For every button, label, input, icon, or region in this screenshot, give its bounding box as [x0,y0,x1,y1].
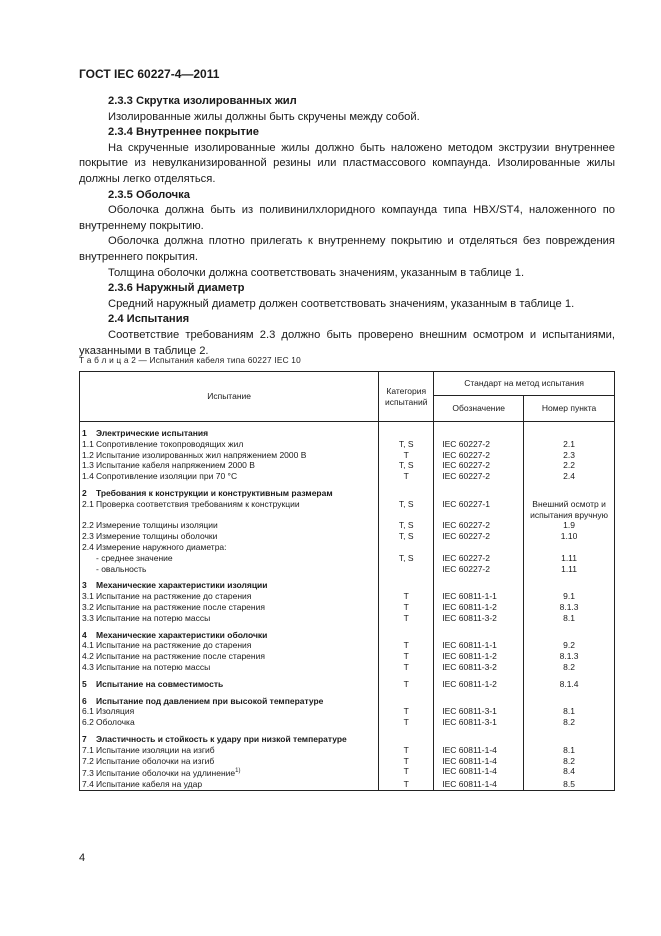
test-name: Изоляция [96,706,135,717]
clause-cell: 1.11 [524,553,615,564]
table-row [80,542,615,553]
designation-cell: IEC 60227-2 [434,531,524,542]
designation-cell: IEC 60811-3-1 [434,717,524,728]
designation-cell: IEC 60227-2 [434,553,524,564]
clause-cell: 2.2 [524,460,615,471]
section-heading: 2.3.3 Скрутка изолированных жил [108,95,297,107]
table-row [80,553,615,564]
page-number: 4 [79,852,86,864]
test-name-cell [80,779,379,790]
category-cell: T, S [379,553,434,564]
section-heading: 2.3.6 Наружный диаметр [108,282,245,295]
designation-cell: IEC 60811-1-4 [434,766,524,779]
table-row [80,499,615,521]
test-number: 7.4 [82,778,94,789]
test-name-cell [80,482,379,499]
clause-cell: 8.2 [524,662,615,673]
table-row [80,613,615,624]
test-name: Электрические испытания [96,428,209,438]
test-name-cell [80,673,379,690]
test-name-cell [80,591,379,602]
designation-cell [434,624,524,641]
table-row [80,564,615,575]
test-number: 4.3 [82,661,94,672]
test-name: Испытание на потерю массы [96,661,211,672]
clause-cell: 1.10 [524,531,615,542]
table-row [80,756,615,767]
footnote-mark: 1) [235,768,241,775]
clause-cell: 9.2 [524,640,615,651]
test-name: Измерение толщины изоляции [96,520,218,531]
designation-cell: IEC 60227-2 [434,450,524,461]
test-name-cell [80,640,379,651]
test-number: 2.2 [82,520,94,531]
test-name-cell [80,651,379,662]
category-cell: T, S [379,520,434,531]
clause-cell: 8.1 [524,745,615,756]
test-number: 1.3 [82,460,94,471]
category-cell [379,482,434,499]
designation-cell: IEC 60227-1 [434,499,524,521]
paragraph: Толщина оболочки должна соответствовать значениям, указанным в таблице 1. [108,266,525,279]
designation-cell: IEC 60811-3-2 [434,613,524,624]
designation-cell [434,690,524,707]
test-name-cell [80,728,379,745]
category-cell: T [379,651,434,662]
category-cell [379,422,434,439]
test-name: Измерение наружного диаметра: [96,541,227,552]
test-number: 7.3 [82,768,94,779]
test-name: Требования к конструкции и конструктивным размерам [96,487,333,498]
test-name: Испытание кабеля напряжением 2000 В [96,460,255,471]
table-caption: Т а б л и ц а 2 — Испытания кабеля типа 60227 IEC 10 [79,355,301,365]
test-name: Сопротивление токопроводящих жил [96,438,244,449]
test-name: Испытание на растяжение до старения [96,640,252,651]
designation-cell: IEC 60227-2 [434,471,524,482]
table-row [80,439,615,450]
table-section-row [80,574,615,591]
table-row [80,450,615,461]
designation-cell [434,574,524,591]
clause-cell: 8.1 [524,706,615,717]
clause-cell: 8.1.3 [524,651,615,662]
header-category: Категория испытаний [379,372,434,422]
table-body [80,422,615,791]
test-name-cell [80,662,379,673]
test-name: - среднее значение [96,552,173,563]
header-standard: Стандарт на метод испытания [434,372,615,396]
clause-cell: 8.2 [524,717,615,728]
test-name-cell [80,460,379,471]
clause-cell: 8.4 [524,766,615,779]
category-cell: T, S [379,499,434,521]
category-cell [379,542,434,553]
category-cell: T [379,717,434,728]
test-name: Испытание изоляции на изгиб [96,744,215,755]
document-header: ГОСТ IEC 60227-4—2011 [79,67,220,81]
designation-cell [434,728,524,745]
clause-cell [524,624,615,641]
test-name: Проверка соответствия требованиям к конструкции [96,498,300,509]
test-number: 2.3 [82,531,94,542]
table-section-row [80,728,615,745]
test-name-cell [80,613,379,624]
table-row [80,520,615,531]
clause-cell [524,574,615,591]
designation-cell: IEC 60811-1-4 [434,779,524,790]
category-cell [379,574,434,591]
test-number: 2 [82,487,87,498]
table-row [80,602,615,613]
designation-cell: IEC 60811-1-1 [434,591,524,602]
designation-cell: IEC 60227-2 [434,564,524,575]
clause-cell: 2.1 [524,439,615,450]
test-name-cell [80,531,379,542]
designation-cell: IEC 60811-1-2 [434,651,524,662]
test-name-cell [80,756,379,767]
designation-cell [434,482,524,499]
category-cell: T [379,673,434,690]
table-header [80,372,615,422]
section-heading: 2.4 Испытания [108,313,190,326]
category-cell: T [379,756,434,767]
paragraph: Изолированные жилы должны быть скручены между собой. [108,110,420,123]
test-number: 5 [82,678,87,689]
test-name-cell [80,520,379,531]
table-row [80,766,615,779]
designation-cell: IEC 60227-2 [434,439,524,450]
designation-cell: IEC 60811-1-2 [434,602,524,613]
category-cell: T [379,591,434,602]
table-section-row [80,482,615,499]
test-name: Испытание изолированных жил напряжением 2000 В [96,449,307,460]
test-name: Сопротивление изоляции при 70 °С [96,471,238,482]
test-name: Испытание под давлением при высокой температуре [96,695,324,706]
test-name-cell [80,745,379,756]
category-cell: T, S [379,439,434,450]
clause-cell: 1.11 [524,564,615,575]
test-number: 1.2 [82,449,94,460]
category-cell [379,624,434,641]
paragraph: На скрученные изолированные жилы должно быть наложено методом экструзии внутреннее покрытие из невулканизированной резины или пластмассового компаунда. Изолированные жилы должны легко отделяться. [79,141,615,185]
test-name-cell [80,542,379,553]
clause-cell [524,422,615,439]
test-number: 3.1 [82,591,94,602]
test-name-cell [80,471,379,482]
category-cell: T [379,613,434,624]
test-name-cell [80,422,379,439]
table-row [80,717,615,728]
test-name: Испытание на растяжение после старения [96,601,265,612]
designation-cell: IEC 60811-1-4 [434,756,524,767]
test-name-cell [80,574,379,591]
table-row [80,531,615,542]
clause-cell: 8.5 [524,779,615,790]
table-row [80,706,615,717]
designation-cell: IEC 60811-3-1 [434,706,524,717]
test-number: 6.2 [82,717,94,728]
designation-cell: IEC 60811-3-2 [434,662,524,673]
section-heading: 2.3.4 Внутреннее покрытие [108,126,259,139]
category-cell: T [379,602,434,613]
test-name-cell [80,439,379,450]
header-designation: Обозначение [434,396,524,422]
test-number: 3 [82,580,87,591]
test-name: Испытание на растяжение после старения [96,651,265,662]
test-name-cell [80,766,379,779]
category-cell [379,690,434,707]
test-number: 3.2 [82,601,94,612]
table-section-row [80,673,615,690]
test-name: Испытание оболочки на изгиб [96,755,215,766]
clause-cell: 8.1 [524,613,615,624]
test-number: 6 [82,695,87,706]
test-name-cell [80,706,379,717]
table-row [80,651,615,662]
test-number: 7.2 [82,755,94,766]
table-row [80,471,615,482]
body-text [79,94,615,359]
clause-cell: 8.2 [524,756,615,767]
category-cell: T [379,471,434,482]
test-number: 1 [82,428,87,438]
clause-cell [524,482,615,499]
test-name: Измерение толщины оболочки [96,531,218,542]
category-cell [379,728,434,745]
clause-cell: 8.1.3 [524,602,615,613]
table-section-row [80,624,615,641]
test-number: 1.1 [82,438,94,449]
category-cell: T [379,779,434,790]
paragraph: Оболочка должна быть из поливинилхлоридного компаунда типа HBX/ST4, наложенного по внутреннему покрытию. [79,204,615,232]
test-name-cell [80,690,379,707]
test-name: Испытание кабеля на удар [96,778,203,789]
test-name-cell [80,564,379,575]
clause-cell [524,728,615,745]
category-cell: T [379,640,434,651]
designation-cell: IEC 60227-2 [434,520,524,531]
header-test: Испытание [80,372,379,422]
category-cell [379,564,434,575]
table-row [80,640,615,651]
clause-cell: Внешний осмотр и испытания вручную [524,499,615,521]
clause-cell [524,690,615,707]
clause-cell: 2.3 [524,450,615,461]
test-number: 3.3 [82,612,94,623]
paragraph: Оболочка должна плотно прилегать к внутреннему покрытию и отделяться без повреждения внутреннего покрытия. [79,235,615,263]
test-name: Эластичность и стойкость к удару при низкой температуре [96,733,347,744]
header-clause: Номер пункта [524,396,615,422]
clause-cell: 8.1.4 [524,673,615,690]
designation-cell [434,422,524,439]
test-number: 2.4 [82,541,94,552]
table-row [80,779,615,790]
test-number: 4.1 [82,640,94,651]
designation-cell: IEC 60811-1-1 [434,640,524,651]
designation-cell: IEC 60811-1-2 [434,673,524,690]
test-name-cell [80,717,379,728]
test-name: Испытание на совместимость [96,678,224,689]
category-cell: T [379,766,434,779]
category-cell: T [379,706,434,717]
table-row [80,662,615,673]
test-number: 2.1 [82,498,94,509]
paragraph: Соответствие требованиям 2.3 должно быть проверено внешним осмотром и испытаниями, указанными в таблице 2. [79,328,615,357]
test-name-cell [80,553,379,564]
table-row [80,460,615,471]
test-name-cell [80,450,379,461]
test-name: Испытание на потерю массы [96,612,211,623]
test-name: Механические характеристики изоляции [96,580,268,591]
test-name: - овальность [96,563,147,574]
clause-cell: 1.9 [524,520,615,531]
table-section-row [80,422,615,439]
test-number: 1.4 [82,471,94,482]
clause-cell: 2.4 [524,471,615,482]
category-cell: T [379,662,434,673]
category-cell: T [379,745,434,756]
test-name: Оболочка [96,717,135,728]
table-row [80,591,615,602]
test-name: Испытание оболочки на удлинение [96,768,236,779]
table-row [80,745,615,756]
test-name-cell [80,602,379,613]
tests-table [79,371,615,791]
category-cell: T, S [379,531,434,542]
test-name: Испытание на растяжение до старения [96,591,252,602]
designation-cell [434,542,524,553]
test-number: 4 [82,629,87,640]
test-number: 7 [82,733,87,744]
section-heading: 2.3.5 Оболочка [108,188,190,201]
clause-cell: 9.1 [524,591,615,602]
test-name-cell [80,499,379,521]
test-name-cell [80,624,379,641]
test-name: Механические характеристики оболочки [96,629,268,640]
test-number: 6.1 [82,706,94,717]
category-cell: T, S [379,460,434,471]
test-number: 4.2 [82,651,94,662]
designation-cell: IEC 60227-2 [434,460,524,471]
clause-cell [524,542,615,553]
paragraph: Средний наружный диаметр должен соответствовать значениям, указанным в таблице 1. [108,297,575,310]
table-section-row [80,690,615,707]
designation-cell: IEC 60811-1-4 [434,745,524,756]
test-number: 7.1 [82,744,94,755]
category-cell: T [379,450,434,461]
